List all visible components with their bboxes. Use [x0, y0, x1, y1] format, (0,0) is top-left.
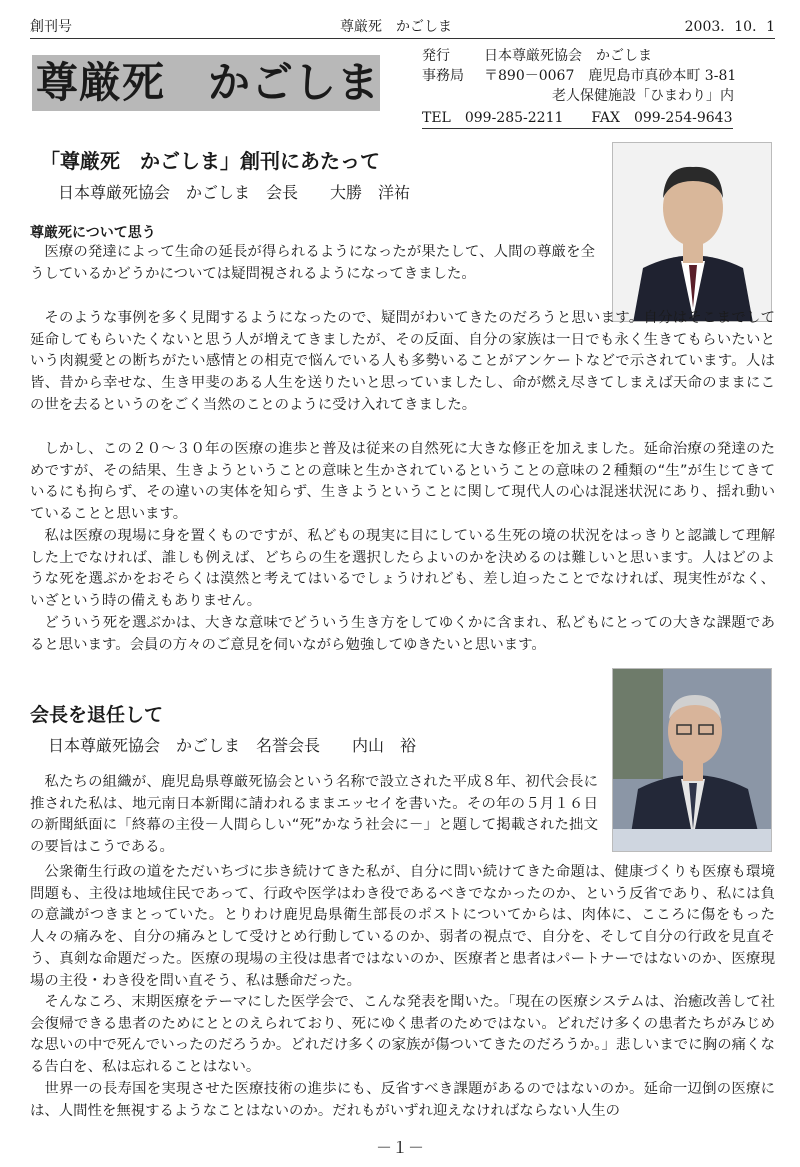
article1-title: 「尊厳死 かごしま」創刊にあたって — [40, 149, 380, 173]
masthead-title: 尊厳死 かごしま — [32, 55, 380, 111]
publisher-name: 日本尊厳死協会 かごしま — [484, 48, 652, 64]
article1-subheading: 尊厳死について思う — [30, 225, 156, 241]
article1-byline: 日本尊厳死協会 かごしま 会長 大勝 洋祐 — [58, 183, 411, 202]
portrait-illustration — [613, 669, 772, 852]
article1-paragraph: 医療の発達によって生命の延長が得られるようになったが果たして、人間の尊厳を全うしているかどうかについては疑問視されるようになってきました。 — [30, 244, 595, 282]
article2-title: 会長を退任して — [30, 704, 164, 726]
article2-byline: 日本尊厳死協会 かごしま 名誉会長 内山 裕 — [48, 736, 417, 755]
portrait-illustration — [613, 143, 772, 322]
article1-paragraph: 私は医療の現場に身を置くものですが、私どもの現実に目にしている生死の境の状況をはっきりと認識して理解した上でなければ、誰しも例えば、どちらの生を選択したらよいのかを決めるのは難しいと思います。人はどのような死を選ぶかをおそらくは漠然と考えてはいるでしょうけれども、差し迫ったことでなければ、現実性がなく、いざという時の備えもありません。 — [30, 528, 775, 610]
office-label: 事務局 — [422, 68, 464, 84]
article2-paragraph: 私たちの組織が、鹿児島県尊厳死協会という名称で設立された平成８年、初代会長に推された私は、地元南日本新聞に請われるままエッセイを書いた。その年の５月１６日の新聞紙面に「終幕の主役－人間らしい“死”かなう社会に－」と題して掲載された拙文の要旨はこうである。 — [30, 774, 598, 856]
honorary-chairman-portrait-photo — [612, 668, 772, 852]
office-address: 〒890－0067 鹿児島市真砂本町 3-81 — [484, 68, 737, 84]
article2-paragraph: 世界一の長寿国を実現させた医療技術の進歩にも、反省すべき課題があるのではないのか。延命一辺倒の医療には、人間性を無視するようなことはないのか。だれもがいずれ迎えなければならない人生の — [30, 1081, 775, 1119]
header-date: 2003．10．1 — [684, 19, 775, 35]
contact-phone-fax: TEL 099-285-2211 FAX 099-254-9643 — [422, 108, 733, 129]
publisher-info — [422, 46, 782, 129]
article1-paragraph: そのような事例を多く見聞するようになったので、疑問がわいてきたのだろうと思います。自分はそこまでして延命してもらいたくないと思う人が増えてきましたが、その反面、自分の家族は一日でも永く生きてもらいたいという肉親愛との断ちがたい感情との相克で悩んでいる人も多勢いることがアンケートなどで示されています。人は皆、昔から幸せな、生き甲斐のある人生を送りたいと思っていましたし、命が燃え尽きてしまえば天命のままにこの世を去るというのをごく当然のことのように受け入れてきました。 — [30, 310, 775, 413]
office-facility: 老人保健施設「ひまわり」内 — [552, 88, 734, 104]
article2-paragraph: 公衆衛生行政の道をただいちづに歩き続けてきた私が、自分に問い続けてきた命題は、健康づくりも医療も環境問題も、主役は地域住民であって、行政や医学はわき役であるべきでなかったのか、という反省であり、私には負の意識がつきまとっていた。とりわけ鹿児島県衛生部長のポストについてからは、肉体に、こころに傷をもった人々の痛みを、自分の痛みとして受けとめ行動しているのか、弱者の視点で、自分を、そして自分の行政を見直そう、真剣な命題だった。医療の現場の主役は患者ではないのか、医療者と患者はパートナーではないのか、医療現場の主役・わき役を問い直そう、私は懸命だった。 — [30, 864, 775, 989]
article1-paragraph: しかし、この２０～３０年の医療の進歩と普及は従来の自然死に大きな修正を加えました。延命治療の発達のためですが、その結果、生きようということの意味と生かされているということの意味の２種類の“生”が生じてきているにも拘らず、その違いの実体を知らず、生きようということに関して現代人の心は混迷状況にあり、揺れ動いていることと思います。 — [30, 441, 775, 523]
header-newsletter-name: 尊厳死 かごしま — [340, 19, 452, 35]
running-header — [30, 16, 775, 39]
chairman-portrait-photo — [612, 142, 772, 322]
article2-paragraph: そんなころ、末期医療をテーマにした医学会で、こんな発表を聞いた。「現在の医療システムは、治癒改善して社会復帰できる患者のためにととのえられており、死にゆく患者のためではない。どれだけ多くの患者たちがみじめな思いの中で死んでいったのだろうか。どれだけ多くの家族が傷ついてきたのだろうか。」悲しいまでに胸の痛くなる告白を、私は忘れることはない。 — [30, 994, 775, 1076]
article1-paragraph: どういう死を選ぶかは、大きな意味でどういう生き方をしてゆくかに含まれ、私どもにとっての大きな課題であると思います。会員の方々のご意見を伺いながら勉強してゆきたいと思います。 — [30, 615, 775, 653]
header-issue-label: 創刊号 — [30, 19, 72, 35]
publisher-label: 発行 — [422, 48, 450, 64]
page-number: －１－ — [375, 1138, 424, 1157]
